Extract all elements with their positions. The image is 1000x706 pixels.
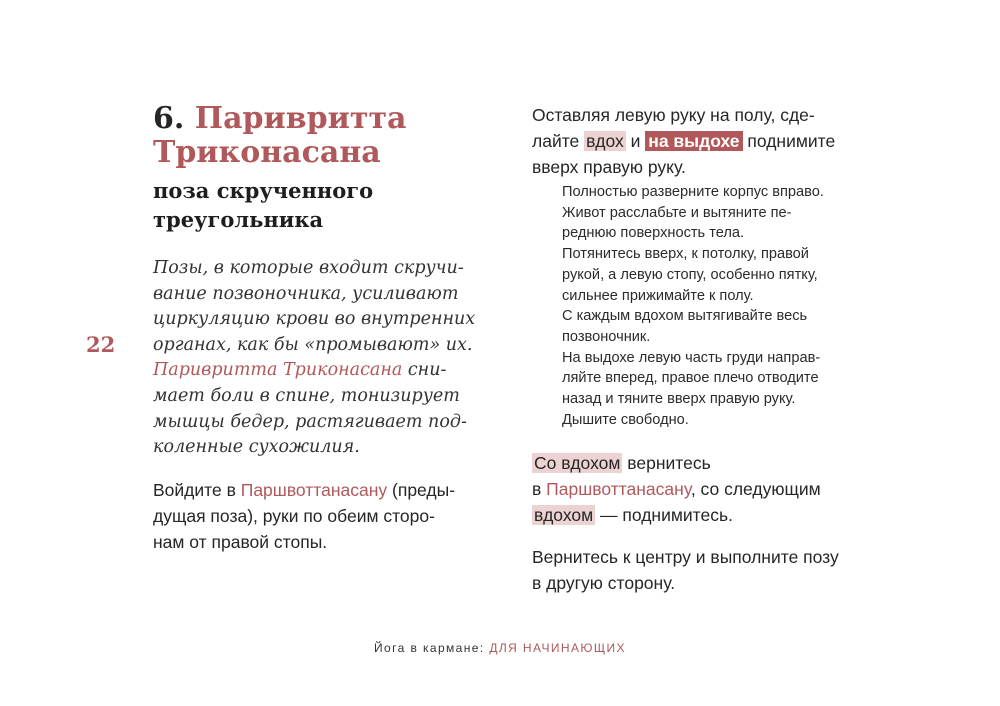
instruction-paragraph-3 xyxy=(532,544,892,596)
intro-line: органах, как бы «промывают» их. xyxy=(153,334,473,355)
step-line: На выдохе левую часть груди направ- xyxy=(562,349,821,366)
right-column xyxy=(532,102,892,596)
inhale-highlight: вдох xyxy=(586,131,624,151)
page-footer xyxy=(0,641,1000,655)
intro-pose-name: Паривритта Триконасана xyxy=(153,360,403,381)
step-line: Дышите свободно. xyxy=(562,411,689,428)
entry-instructions xyxy=(153,477,498,555)
instruction-paragraph-2 xyxy=(532,450,892,528)
step-line: ляйте вперед, правое плечо отводите xyxy=(562,370,819,387)
inhale-highlight: Со вдохом xyxy=(534,453,621,474)
instruction-paragraph-1 xyxy=(532,102,892,180)
book-series-title: Йога в кармане: xyxy=(374,641,490,655)
entry-line: дущая поза), руки по обеим сторо- xyxy=(153,505,435,526)
step-line: назад и тяните вверх правую руку. xyxy=(562,391,796,408)
instruction-line xyxy=(532,128,892,154)
instruction-text: и xyxy=(625,131,646,151)
pose-subtitle xyxy=(153,176,498,234)
step-line: С каждым вдохом вытягивайте весь xyxy=(562,308,808,325)
entry-text: (преды- xyxy=(387,479,456,500)
subtitle-line2: треугольника xyxy=(153,207,324,232)
instruction-line xyxy=(532,450,892,476)
intro-line: коленные сухожилия. xyxy=(153,437,360,458)
intro-line: вание позвоночника, усиливают xyxy=(153,283,459,304)
entry-text: Войдите в xyxy=(153,479,241,500)
pose-reference-link: Паршвоттанасану xyxy=(546,479,691,500)
intro-line: циркуляцию крови во внутренних xyxy=(153,309,476,330)
instruction-line xyxy=(532,476,892,502)
page-number: 22 xyxy=(86,332,116,357)
pose-reference-link: Паршвоттанасану xyxy=(240,479,388,500)
step-line: реднюю поверхность тела. xyxy=(562,225,745,242)
step-line: Полностью разверните корпус вправо. xyxy=(562,184,824,200)
intro-paragraph xyxy=(153,256,498,461)
instruction-line xyxy=(532,502,892,528)
inhale-highlight: вдохом xyxy=(534,505,594,526)
step-line: позвоночник. xyxy=(562,328,651,345)
pose-name-line1: Паривритта xyxy=(194,101,407,136)
instruction-text: поднимите xyxy=(742,131,836,151)
detail-steps xyxy=(562,182,892,430)
left-column xyxy=(153,102,498,555)
pose-name-line2: Триконасана xyxy=(153,135,381,170)
pose-number: 6. xyxy=(153,101,185,136)
subtitle-line1: поза скрученного xyxy=(153,178,374,203)
instruction-text: вернитесь xyxy=(622,453,711,474)
instruction-line: вверх правую руку. xyxy=(532,157,686,177)
instruction-text: , со следующим xyxy=(690,479,821,500)
step-line: Потянитесь вверх, к потолку, правой xyxy=(562,246,809,263)
intro-line xyxy=(153,358,498,384)
intro-line: Позы, в которые входит скручи- xyxy=(153,258,464,278)
step-line: Живот расслабьте и вытяните пе- xyxy=(562,204,792,221)
instruction-line: в другую сторону. xyxy=(532,573,676,594)
entry-line: нам от правой стопы. xyxy=(153,531,328,552)
entry-line xyxy=(153,477,498,503)
intro-line-rest: сни- xyxy=(402,360,447,381)
pose-title xyxy=(153,102,498,170)
instruction-text: в xyxy=(532,479,547,500)
instruction-line: Вернитесь к центру и выполните позу xyxy=(532,547,839,568)
exhale-highlight: на выдохе xyxy=(645,131,742,151)
instruction-line: Оставляя левую руку на полу, сде- xyxy=(532,105,815,125)
step-line: рукой, а левую стопу, особенно пятку, xyxy=(562,266,818,283)
intro-line: мает боли в спине, тонизирует xyxy=(153,385,460,406)
step-line: сильнее прижимайте к полу. xyxy=(562,287,754,304)
instruction-text: — поднимитесь. xyxy=(595,505,733,526)
instruction-text: лайте xyxy=(532,131,585,151)
intro-line: мышцы бедер, растягивает под- xyxy=(153,411,467,432)
book-subtitle: ДЛЯ НАЧИНАЮЩИХ xyxy=(489,641,626,655)
